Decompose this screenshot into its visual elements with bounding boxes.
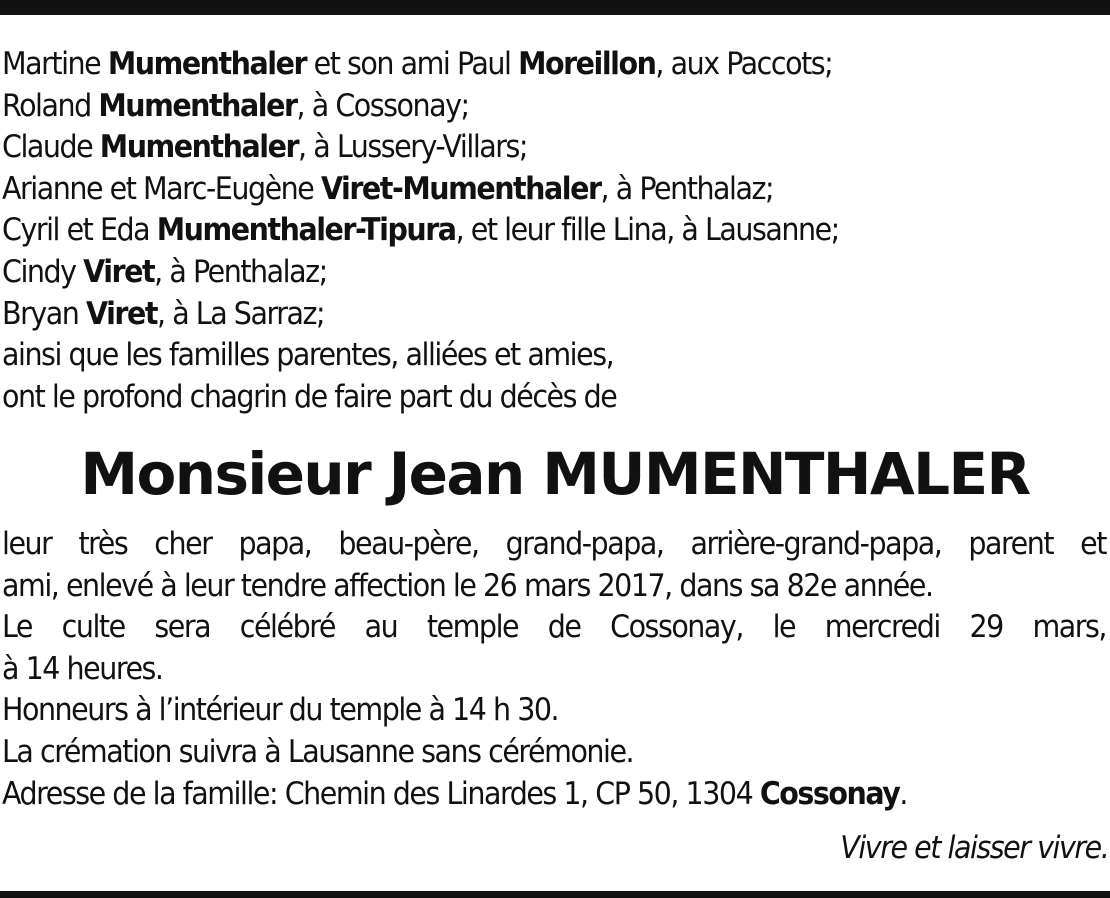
bottom-rule (0, 891, 1110, 898)
location-text: , à Penthalaz; (600, 170, 774, 207)
family-line (2, 210, 1014, 252)
body-word: mercredi (824, 609, 940, 646)
location-text: , à Penthalaz; (154, 253, 327, 290)
body-word: très (78, 526, 128, 562)
family-line (2, 252, 1014, 294)
body-word: Le (2, 609, 33, 646)
body-line: Honneurs à l’intérieur du temple à 14 h 30. (2, 692, 559, 729)
given-names: Roland (2, 87, 99, 124)
surname: Mumenthaler (98, 87, 297, 124)
body-word: culte (61, 609, 125, 646)
body-word: 29 (969, 609, 1003, 646)
body-word: de (547, 609, 581, 646)
surname: Viret (85, 295, 158, 332)
body-line: La crémation suivra à Lausanne sans cérémonie. (2, 733, 634, 770)
family-line (2, 169, 1014, 211)
given-names: Arianne et Marc-Eugène (2, 170, 321, 207)
body-word: le (772, 609, 796, 646)
surname: Mumenthaler-Tipura (156, 212, 456, 249)
body-word: leur (2, 526, 52, 562)
address-town: Cossonay (759, 775, 900, 812)
address-text: Adresse de la famille: Chemin des Linardes 1, CP 50, 1304 (2, 775, 760, 812)
family-line (2, 127, 1014, 169)
body-word: arrière-grand-papa, (690, 526, 942, 562)
given-names: Bryan (2, 295, 86, 332)
location-text: , à Lussery-Villars; (298, 129, 528, 166)
body-line-justified (2, 607, 1106, 649)
body-word: au (364, 609, 398, 646)
body-word: parent (968, 526, 1054, 562)
body-word: mars, (1032, 609, 1106, 646)
family-line (2, 86, 1014, 128)
body-word: Cossonay, (610, 609, 743, 646)
family-list (2, 44, 1014, 418)
body-word: papa, (238, 526, 312, 562)
deceased-name: Monsieur Jean MUMENTHALER (80, 440, 1030, 508)
body-line: ami, enlevé à leur tendre affection le 26 mars 2017, dans sa 82e année. (2, 567, 933, 604)
surname: Viret-Mumenthaler (320, 170, 601, 207)
body-line-justified (2, 524, 1106, 566)
body-word: beau-père, (338, 526, 479, 562)
given-names: Cyril et Eda (2, 212, 157, 249)
family-line (2, 294, 1014, 336)
surname: Moreillon (518, 46, 656, 82)
address-punctuation: . (899, 775, 908, 812)
body-word: célébré (239, 609, 335, 646)
top-rule (0, 0, 1110, 15)
closing-line: ainsi que les familles parentes, alliées et amies, (2, 337, 614, 374)
given-names: Cindy (2, 253, 84, 290)
body-word: temple (426, 609, 519, 646)
location-text: , et leur fille Lina, à Lausanne; (455, 212, 839, 249)
body-word: et (1080, 526, 1106, 562)
location-text: , aux Paccots; (655, 46, 833, 82)
closing-line: ont le profond chagrin de faire part du décès de (2, 378, 617, 415)
location-text: , à La Sarraz; (157, 295, 325, 332)
body-word: grand-papa, (505, 526, 664, 562)
given-names: Martine (2, 46, 108, 82)
surname: Viret (83, 253, 155, 290)
given-names: Claude (2, 129, 100, 166)
surname: Mumenthaler (107, 46, 307, 82)
location-text: , à Cossonay; (296, 87, 469, 124)
notice-body (2, 524, 1106, 815)
surname: Mumenthaler (99, 129, 299, 166)
connector-text: et son ami Paul (306, 46, 519, 82)
family-line (2, 44, 1014, 86)
body-line: à 14 heures. (2, 650, 163, 687)
body-word: cher (154, 526, 212, 562)
body-word: sera (154, 609, 211, 646)
motto: Vivre et laisser vivre. (840, 830, 1108, 866)
address-line (2, 774, 1088, 816)
